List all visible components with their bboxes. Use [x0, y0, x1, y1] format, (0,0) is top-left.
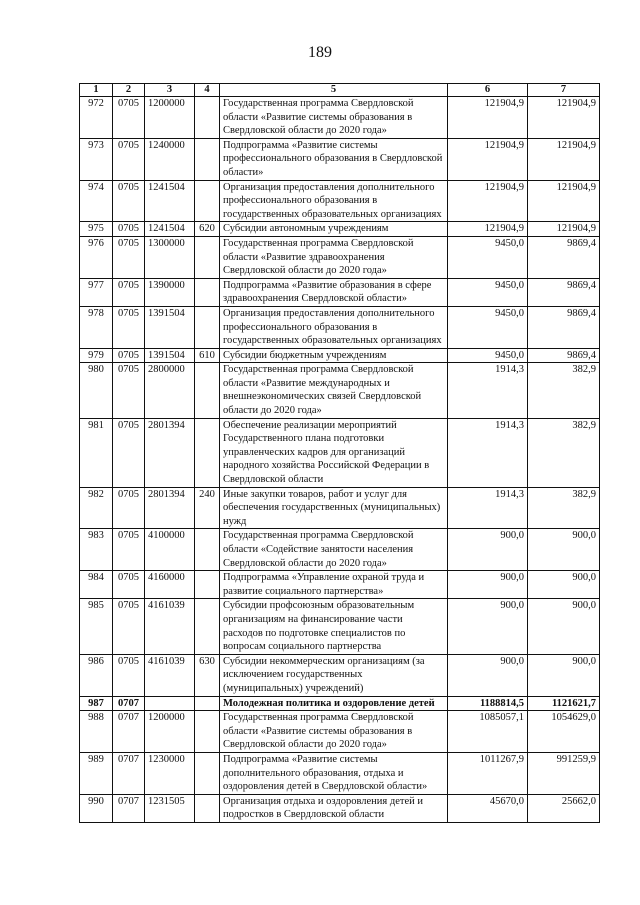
expense-kind-code [195, 306, 220, 348]
amount-col-7: 382,9 [528, 418, 600, 487]
amount-col-7: 900,0 [528, 529, 600, 571]
amount-col-7: 121904,9 [528, 138, 600, 180]
section-code: 0705 [113, 138, 145, 180]
row-name: Организация предоставления дополнительного профессионального образования в государственных образовательных организациях [220, 180, 448, 222]
page-number: 189 [308, 44, 332, 61]
expense-kind-code [195, 97, 220, 139]
amount-col-6: 1914,3 [448, 363, 528, 418]
amount-col-7: 9869,4 [528, 236, 600, 278]
expense-kind-code [195, 752, 220, 794]
row-number: 974 [80, 180, 113, 222]
table-row [80, 599, 600, 654]
amount-col-7: 25662,0 [528, 794, 600, 822]
amount-col-6: 121904,9 [448, 138, 528, 180]
amount-col-7: 9869,4 [528, 278, 600, 306]
target-code: 1231505 [145, 794, 195, 822]
section-code: 0705 [113, 363, 145, 418]
target-code: 1241504 [145, 180, 195, 222]
row-number: 990 [80, 794, 113, 822]
target-code: 2801394 [145, 487, 195, 529]
section-code: 0705 [113, 236, 145, 278]
row-name: Организация отдыха и оздоровления детей и подростков в Свердловской области [220, 794, 448, 822]
section-code: 0705 [113, 180, 145, 222]
amount-col-6: 9450,0 [448, 278, 528, 306]
row-name: Подпрограмма «Управление охраной труда и развитие социального партнерства» [220, 571, 448, 599]
amount-col-7: 121904,9 [528, 222, 600, 237]
row-name: Государственная программа Свердловской области «Развитие здравоохранения Свердловской области до 2020 года» [220, 236, 448, 278]
target-code: 4100000 [145, 529, 195, 571]
header-col-5: 5 [220, 84, 448, 97]
row-name: Государственная программа Свердловской области «Развитие международных и внешнеэкономических связей Свердловской области до 2020 года» [220, 363, 448, 418]
target-code: 1200000 [145, 711, 195, 753]
budget-table [79, 83, 600, 823]
row-number: 988 [80, 711, 113, 753]
table-row [80, 138, 600, 180]
row-name: Обеспечение реализации мероприятий Государственного плана подготовки управленческих кадров для организаций народного хозяйства Российской Федерации в Свердловской области [220, 418, 448, 487]
amount-col-6: 45670,0 [448, 794, 528, 822]
row-number: 975 [80, 222, 113, 237]
section-code: 0705 [113, 306, 145, 348]
row-number: 980 [80, 363, 113, 418]
row-number: 982 [80, 487, 113, 529]
amount-col-6: 900,0 [448, 654, 528, 696]
section-code: 0707 [113, 794, 145, 822]
section-code: 0707 [113, 752, 145, 794]
expense-kind-code [195, 180, 220, 222]
expense-kind-code [195, 236, 220, 278]
row-number: 981 [80, 418, 113, 487]
section-code: 0705 [113, 348, 145, 363]
row-name: Субсидии автономным учреждениям [220, 222, 448, 237]
table-body [80, 97, 600, 823]
expense-kind-code [195, 794, 220, 822]
expense-kind-code [195, 138, 220, 180]
amount-col-7: 900,0 [528, 571, 600, 599]
row-name: Субсидии некоммерческим организациям (за исключением государственных (муниципальных) учреждений) [220, 654, 448, 696]
amount-col-6: 900,0 [448, 529, 528, 571]
target-code: 4161039 [145, 599, 195, 654]
target-code: 1240000 [145, 138, 195, 180]
expense-kind-code [195, 599, 220, 654]
table-row [80, 97, 600, 139]
header-row [80, 84, 600, 97]
amount-col-6: 1085057,1 [448, 711, 528, 753]
amount-col-7: 900,0 [528, 654, 600, 696]
table-row [80, 222, 600, 237]
amount-col-7: 991259,9 [528, 752, 600, 794]
section-code: 0705 [113, 487, 145, 529]
section-code: 0705 [113, 529, 145, 571]
amount-col-7: 9869,4 [528, 306, 600, 348]
row-number: 989 [80, 752, 113, 794]
amount-col-7: 382,9 [528, 363, 600, 418]
row-number: 987 [80, 696, 113, 711]
table-row [80, 278, 600, 306]
row-name: Государственная программа Свердловской области «Развитие системы образования в Свердловской области до 2020 года» [220, 97, 448, 139]
expense-kind-code: 630 [195, 654, 220, 696]
table-row [80, 306, 600, 348]
table-row [80, 180, 600, 222]
row-number: 984 [80, 571, 113, 599]
target-code: 1230000 [145, 752, 195, 794]
section-code: 0705 [113, 571, 145, 599]
target-code: 4161039 [145, 654, 195, 696]
amount-col-6: 9450,0 [448, 306, 528, 348]
header-col-6: 6 [448, 84, 528, 97]
amount-col-7: 900,0 [528, 599, 600, 654]
amount-col-6: 9450,0 [448, 348, 528, 363]
row-number: 983 [80, 529, 113, 571]
target-code: 1390000 [145, 278, 195, 306]
expense-kind-code [195, 418, 220, 487]
amount-col-6: 9450,0 [448, 236, 528, 278]
amount-col-7: 121904,9 [528, 97, 600, 139]
row-number: 973 [80, 138, 113, 180]
table-row [80, 696, 600, 711]
amount-col-6: 121904,9 [448, 180, 528, 222]
row-name: Подпрограмма «Развитие системы дополнительного образования, отдыха и оздоровления детей в Свердловской области» [220, 752, 448, 794]
table-row [80, 487, 600, 529]
table-row [80, 529, 600, 571]
expense-kind-code [195, 711, 220, 753]
amount-col-6: 1914,3 [448, 487, 528, 529]
expense-kind-code: 240 [195, 487, 220, 529]
amount-col-6: 121904,9 [448, 222, 528, 237]
expense-kind-code [195, 278, 220, 306]
section-code: 0705 [113, 654, 145, 696]
expense-kind-code: 610 [195, 348, 220, 363]
target-code: 1391504 [145, 348, 195, 363]
section-code: 0705 [113, 222, 145, 237]
expense-kind-code: 620 [195, 222, 220, 237]
row-number: 978 [80, 306, 113, 348]
table-row [80, 794, 600, 822]
amount-col-7: 121904,9 [528, 180, 600, 222]
expense-kind-code [195, 696, 220, 711]
row-name: Организация предоставления дополнительного профессионального образования в государственных образовательных организациях [220, 306, 448, 348]
target-code: 4160000 [145, 571, 195, 599]
target-code: 1241504 [145, 222, 195, 237]
amount-col-7: 1054629,0 [528, 711, 600, 753]
section-code: 0705 [113, 418, 145, 487]
target-code: 2800000 [145, 363, 195, 418]
amount-col-7: 1121621,7 [528, 696, 600, 711]
expense-kind-code [195, 529, 220, 571]
header-col-7: 7 [528, 84, 600, 97]
table-row [80, 711, 600, 753]
table-row [80, 654, 600, 696]
row-name: Иные закупки товаров, работ и услуг для обеспечения государственных (муниципальных) нужд [220, 487, 448, 529]
row-name: Субсидии бюджетным учреждениям [220, 348, 448, 363]
target-code: 2801394 [145, 418, 195, 487]
amount-col-6: 121904,9 [448, 97, 528, 139]
row-name: Подпрограмма «Развитие системы профессионального образования в Свердловской области» [220, 138, 448, 180]
target-code: 1200000 [145, 97, 195, 139]
amount-col-6: 1188814,5 [448, 696, 528, 711]
header-col-1: 1 [80, 84, 113, 97]
row-number: 986 [80, 654, 113, 696]
row-name: Государственная программа Свердловской области «Содействие занятости населения Свердловской области до 2020 года» [220, 529, 448, 571]
amount-col-6: 1011267,9 [448, 752, 528, 794]
row-number: 977 [80, 278, 113, 306]
expense-kind-code [195, 571, 220, 599]
amount-col-6: 900,0 [448, 571, 528, 599]
row-number: 972 [80, 97, 113, 139]
row-name: Молодежная политика и оздоровление детей [220, 696, 448, 711]
amount-col-7: 9869,4 [528, 348, 600, 363]
header-col-3: 3 [145, 84, 195, 97]
target-code: 1391504 [145, 306, 195, 348]
amount-col-7: 382,9 [528, 487, 600, 529]
table-row [80, 348, 600, 363]
row-number: 985 [80, 599, 113, 654]
table-row [80, 363, 600, 418]
row-name: Подпрограмма «Развитие образования в сфере здравоохранения Свердловской области» [220, 278, 448, 306]
table-row [80, 571, 600, 599]
row-number: 976 [80, 236, 113, 278]
row-number: 979 [80, 348, 113, 363]
row-name: Субсидии профсоюзным образовательным организациям на финансирование части расходов по подготовке специалистов по вопросам социального партнерства [220, 599, 448, 654]
header-col-4: 4 [195, 84, 220, 97]
amount-col-6: 900,0 [448, 599, 528, 654]
target-code: 1300000 [145, 236, 195, 278]
section-code: 0705 [113, 278, 145, 306]
table-row [80, 418, 600, 487]
table-row [80, 236, 600, 278]
target-code [145, 696, 195, 711]
section-code: 0707 [113, 696, 145, 711]
row-name: Государственная программа Свердловской области «Развитие системы образования в Свердловской области до 2020 года» [220, 711, 448, 753]
section-code: 0705 [113, 599, 145, 654]
expense-kind-code [195, 363, 220, 418]
section-code: 0705 [113, 97, 145, 139]
header-col-2: 2 [113, 84, 145, 97]
section-code: 0707 [113, 711, 145, 753]
table-row [80, 752, 600, 794]
amount-col-6: 1914,3 [448, 418, 528, 487]
